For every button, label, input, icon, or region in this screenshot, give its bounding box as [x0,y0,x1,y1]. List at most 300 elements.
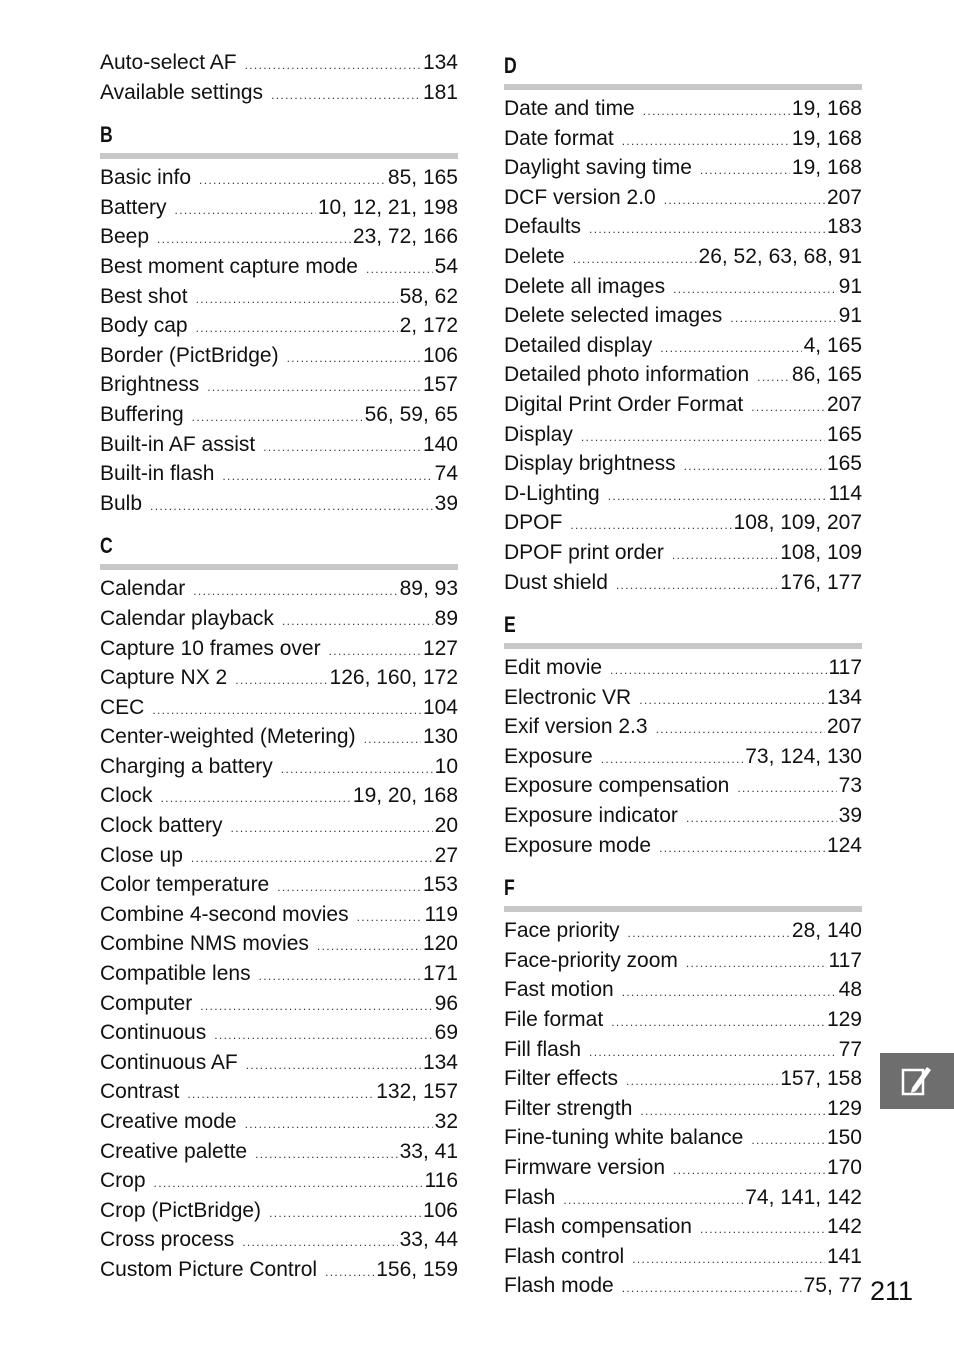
dot-leader [214,1029,432,1041]
index-term: Defaults [504,215,582,239]
index-entry [504,946,862,976]
index-entry [504,1183,862,1213]
dot-leader [245,1118,433,1130]
dot-leader [757,371,790,383]
index-page-refs: 207 [826,392,862,416]
index-page-refs: 126, 160, 172 [329,666,458,690]
dot-leader [271,89,421,101]
index-term: Daylight saving time [504,156,692,180]
dot-leader [199,174,386,186]
dot-leader [700,1223,825,1235]
index-term: Calendar playback [100,606,274,630]
index-entry [100,722,458,752]
index-entry [100,811,458,841]
index-term: Date format [504,126,614,150]
dot-leader [601,753,744,765]
index-entry [504,1242,862,1272]
index-page-refs: 207 [826,185,862,209]
dot-leader [608,490,827,502]
index-page-refs: 156, 159 [376,1257,458,1281]
index-page-refs: 134 [422,51,458,74]
index-term: Clock battery [100,814,223,838]
dot-leader [357,911,423,923]
index-page-refs: 73, 124, 130 [745,744,862,768]
index-entry [100,781,458,811]
index-page-refs: 171 [422,962,458,986]
index-term: Display [504,422,573,446]
index-entry [504,568,862,598]
index-column-right [504,48,862,1301]
index-page-refs: 127 [422,636,458,660]
index-page-refs: 19, 168 [791,156,862,180]
index-entry [504,742,862,772]
dot-leader [269,1207,421,1219]
index-entry [504,183,862,213]
index-term: Clock [100,784,153,808]
dot-leader [157,233,351,245]
index-entry [100,78,458,108]
index-entry [504,212,862,242]
index-page-refs: 33, 44 [399,1228,458,1252]
dot-leader [686,812,837,824]
index-term: Creative palette [100,1139,248,1163]
index-page-refs: 28, 140 [791,919,862,943]
index-term: Exif version 2.3 [504,715,648,739]
index-term: Compatible lens [100,962,251,986]
index-entry [100,693,458,723]
index-page-refs: 117 [828,948,862,972]
index-entry [504,301,862,331]
index-term: Creative mode [100,1110,237,1133]
index-term: DPOF [504,511,563,535]
index-term: Battery [100,195,167,219]
dot-leader [364,733,421,745]
index-page-refs: 10, 12, 21, 198 [317,195,458,219]
index-term: Fill flash [504,1037,582,1061]
dot-leader [684,460,825,472]
dot-leader [751,1134,825,1146]
index-page-refs: 48 [838,978,862,1002]
dot-leader [263,441,421,453]
index-entry [100,459,458,489]
index-entry [504,360,862,390]
index-term: Buffering [100,402,184,426]
dot-leader [150,500,433,512]
index-term: Date and time [504,97,635,120]
reference-pen-icon [900,1064,934,1098]
index-entry [504,1271,862,1301]
index-page-refs: 157, 158 [780,1067,862,1091]
index-entry [100,1225,458,1255]
index-page-refs: 142 [826,1215,862,1239]
index-entry [504,449,862,479]
dot-leader [325,1266,374,1278]
section-letter: B [100,122,113,148]
index-entry [100,929,458,959]
index-term: Flash compensation [504,1215,692,1239]
index-page-refs: 106 [422,1198,458,1222]
index-page-refs: 183 [826,215,862,239]
index-term: Border (PictBridge) [100,343,279,367]
dot-leader [589,223,825,235]
index-term: Flash [504,1185,556,1209]
index-term: Best shot [100,284,188,308]
dot-leader [622,135,790,147]
dot-leader [187,1088,374,1100]
dot-leader [152,704,421,716]
page-number: 211 [870,1276,914,1306]
index-entry [100,604,458,634]
index-page-refs: 170 [826,1156,862,1179]
section-letter: F [504,875,515,901]
index-entry [100,574,458,604]
index-term: Fine-tuning white balance [504,1126,744,1150]
index-entry [100,900,458,930]
dot-leader [573,253,697,265]
index-term: D-Lighting [504,481,600,505]
index-term: Exposure mode [504,833,652,857]
dot-leader [643,105,790,117]
index-term: Beep [100,225,150,249]
index-entry [100,311,458,341]
index-term: Custom Picture Control [100,1257,318,1281]
index-term: Exposure indicator [504,804,678,828]
index-entry [504,242,862,272]
index-page-refs: 56, 59, 65 [364,402,458,426]
dot-leader [664,194,825,206]
index-entry [100,1077,458,1107]
index-entry [100,1107,458,1137]
index-entry [100,370,458,400]
index-page-refs: 140 [422,432,458,456]
index-term: Cross process [100,1228,235,1252]
index-page-refs: 134 [826,685,862,709]
dot-leader [626,1075,778,1087]
dot-leader [616,579,778,591]
index-term: Built-in AF assist [100,432,256,456]
index-entry [100,163,458,193]
dot-leader [175,204,316,216]
index-entry [100,1137,458,1167]
index-page-refs: 165 [826,452,862,476]
index-term: Contrast [100,1080,180,1104]
dot-leader [200,1000,432,1012]
index-term: Detailed photo information [504,363,750,387]
index-entry [504,390,862,420]
index-term: Detailed display [504,333,653,357]
index-term: Flash mode [504,1274,614,1298]
index-entry [100,430,458,460]
dot-leader [245,59,421,71]
index-entry [504,683,862,713]
index-page-refs: 89, 93 [399,577,458,601]
index-term: Best moment capture mode [100,254,358,278]
index-entry [100,252,458,282]
index-page-refs: 27 [434,843,458,867]
dot-leader [329,645,421,657]
dot-leader [628,927,790,939]
index-entry [504,124,862,154]
dot-leader [656,723,825,735]
dot-leader [154,1177,423,1189]
index-entry [100,341,458,371]
dot-leader [193,585,397,597]
index-term: Calendar [100,577,186,601]
index-term: Basic info [100,166,192,190]
index-entry [504,94,862,124]
index-page-refs: 114 [828,481,862,505]
index-page-refs: 10 [434,754,458,778]
index-page-refs: 120 [422,932,458,956]
index-page-refs: 19, 168 [791,97,862,120]
index-term: Face priority [504,919,620,943]
index-entry [504,1212,862,1242]
index-term: Delete all images [504,274,666,298]
index-term: Flash control [504,1244,625,1268]
index-entry [100,841,458,871]
dot-leader [282,615,433,627]
index-entry [100,1196,458,1226]
index-page-refs: 19, 168 [791,126,862,150]
dot-leader [287,352,421,364]
index-term: Face-priority zoom [504,948,678,972]
index-page-refs: 91 [838,304,862,328]
index-page-refs: 73 [838,774,862,798]
index-page-refs: 89 [434,606,458,630]
index-entry [100,489,458,519]
dot-leader [242,1236,397,1248]
index-column-left [100,48,458,1285]
dot-leader [610,664,826,676]
index-term: CEC [100,695,145,719]
index-entry [100,663,458,693]
dot-leader [673,1164,825,1176]
index-page-refs: 153 [422,873,458,897]
dot-leader [686,957,827,969]
dot-leader [659,842,825,854]
section-divider [100,564,458,570]
index-page-refs: 124 [826,833,862,857]
index-entry [504,479,862,509]
index-page-refs: 69 [434,1021,458,1045]
index-entry [504,975,862,1005]
index-page-refs: 106 [422,343,458,367]
dot-leader [246,1059,421,1071]
index-entry [504,538,862,568]
index-term: DCF version 2.0 [504,185,656,209]
index-page-refs: 4, 165 [803,333,862,357]
index-page-refs: 39 [434,491,458,515]
index-page-refs: 130 [422,725,458,749]
index-page-refs: 77 [838,1037,862,1061]
index-page-refs: 74 [434,462,458,486]
section-divider [504,84,862,90]
index-page-refs: 86, 165 [791,363,862,387]
dot-leader [196,293,398,305]
section-letter: E [504,612,516,638]
index-page-refs: 104 [422,695,458,719]
index-entry [100,282,458,312]
dot-leader [255,1148,398,1160]
dot-leader [192,411,363,423]
index-page-refs: 20 [434,814,458,838]
section-letter: D [504,53,517,78]
index-page-refs: 54 [434,254,458,278]
dot-leader [207,381,421,393]
index-entry [100,222,458,252]
dot-leader [639,694,825,706]
index-entry [504,712,862,742]
dot-leader [196,322,398,334]
index-page-refs: 207 [826,715,862,739]
index-entry [100,752,458,782]
index-page-refs: 132, 157 [376,1080,458,1104]
index-entry [100,634,458,664]
dot-leader [660,342,801,354]
index-page-refs: 108, 109, 207 [733,511,862,535]
index-term: Delete selected images [504,304,723,328]
index-page-refs: 85, 165 [387,166,458,190]
index-entry [100,1048,458,1078]
index-term: Close up [100,843,183,867]
dot-leader [632,1253,825,1265]
section-letter: C [100,533,113,559]
index-term: Color temperature [100,873,270,897]
index-term: Filter effects [504,1067,618,1091]
dot-leader [581,431,825,443]
index-term: DPOF print order [504,540,664,564]
index-term: Crop [100,1169,146,1193]
dot-leader [622,1282,802,1294]
index-page-refs: 116 [424,1169,458,1193]
index-entry [504,1035,862,1065]
index-term: Filter strength [504,1096,633,1120]
index-entry [100,400,458,430]
dot-leader [589,1046,837,1058]
index-page-refs: 134 [422,1050,458,1074]
dot-leader [161,792,351,804]
index-term: Dust shield [504,570,608,594]
dot-leader [563,1194,743,1206]
dot-leader [700,164,790,176]
index-entry [504,1005,862,1035]
dot-leader [366,263,433,275]
index-entry [504,153,862,183]
index-term: Digital Print Order Format [504,392,744,416]
index-entry [100,1255,458,1285]
index-entry [100,48,458,78]
index-page-refs: 150 [826,1126,862,1150]
index-entry [504,801,862,831]
index-entry [100,989,458,1019]
index-page-refs: 176, 177 [780,570,862,594]
index-page-refs: 165 [826,422,862,446]
index-page-refs: 91 [838,274,862,298]
index-entry [100,959,458,989]
index-term: Fast motion [504,978,614,1002]
index-term: Firmware version [504,1156,666,1179]
index-term: File format [504,1008,604,1032]
dot-leader [277,881,421,893]
dot-leader [751,401,825,413]
index-page-refs: 33, 41 [399,1139,458,1163]
index-term: Exposure compensation [504,774,730,798]
index-term: Combine 4-second movies [100,902,349,926]
dot-leader [235,674,327,686]
section-divider [504,906,862,912]
index-term: Available settings [100,80,264,104]
index-page-refs: 26, 52, 63, 68, 91 [698,244,862,268]
dot-leader [672,549,778,561]
index-page-refs: 58, 62 [399,284,458,308]
index-term: Crop (PictBridge) [100,1198,262,1222]
index-entry [504,831,862,861]
index-page-refs: 181 [422,80,458,104]
index-term: Exposure [504,744,593,768]
index-page-refs: 23, 72, 166 [352,225,458,249]
index-term: Continuous AF [100,1050,238,1074]
index-entry [504,771,862,801]
index-term: Continuous [100,1021,207,1045]
index-term: Body cap [100,314,188,338]
index-page-refs: 141 [826,1244,862,1268]
index-entry [504,331,862,361]
index-entry [504,1123,862,1153]
dot-leader [737,782,836,794]
index-page-refs: 157 [422,373,458,397]
index-term: Bulb [100,491,143,515]
section-divider [504,643,862,649]
index-term: Charging a battery [100,754,273,778]
section-divider [100,153,458,159]
dot-leader [222,470,432,482]
index-page-refs: 32 [434,1110,458,1133]
index-entry [100,193,458,223]
dot-leader [317,940,421,952]
index-term: Center-weighted (Metering) [100,725,356,749]
index-page-refs: 39 [838,804,862,828]
index-entry [100,870,458,900]
index-page-refs: 75, 77 [803,1274,862,1298]
index-page-refs: 129 [826,1096,862,1120]
index-entry [100,1166,458,1196]
index-page-refs: 74, 141, 142 [745,1185,862,1209]
index-page-refs: 117 [828,656,862,680]
index-term: Capture NX 2 [100,666,228,690]
index-entry [504,1153,862,1183]
index-term: Electronic VR [504,685,632,709]
dot-leader [611,1016,825,1028]
dot-leader [673,283,837,295]
dot-leader [191,852,433,864]
index-entry [504,1064,862,1094]
index-page-refs: 96 [434,991,458,1015]
index-page-refs: 19, 20, 168 [352,784,458,808]
index-entry [504,916,862,946]
index-entry [504,420,862,450]
index-entry [504,508,862,538]
index-term: Combine NMS movies [100,932,309,956]
index-term: Computer [100,991,193,1015]
index-page-refs: 129 [826,1008,862,1032]
index-entry [504,653,862,683]
index-entry [100,1018,458,1048]
index-term: Edit movie [504,656,603,680]
dot-leader [640,1105,825,1117]
index-term: Auto-select AF [100,51,237,74]
index-page-refs: 108, 109 [780,540,862,564]
index-term: Brightness [100,373,200,397]
